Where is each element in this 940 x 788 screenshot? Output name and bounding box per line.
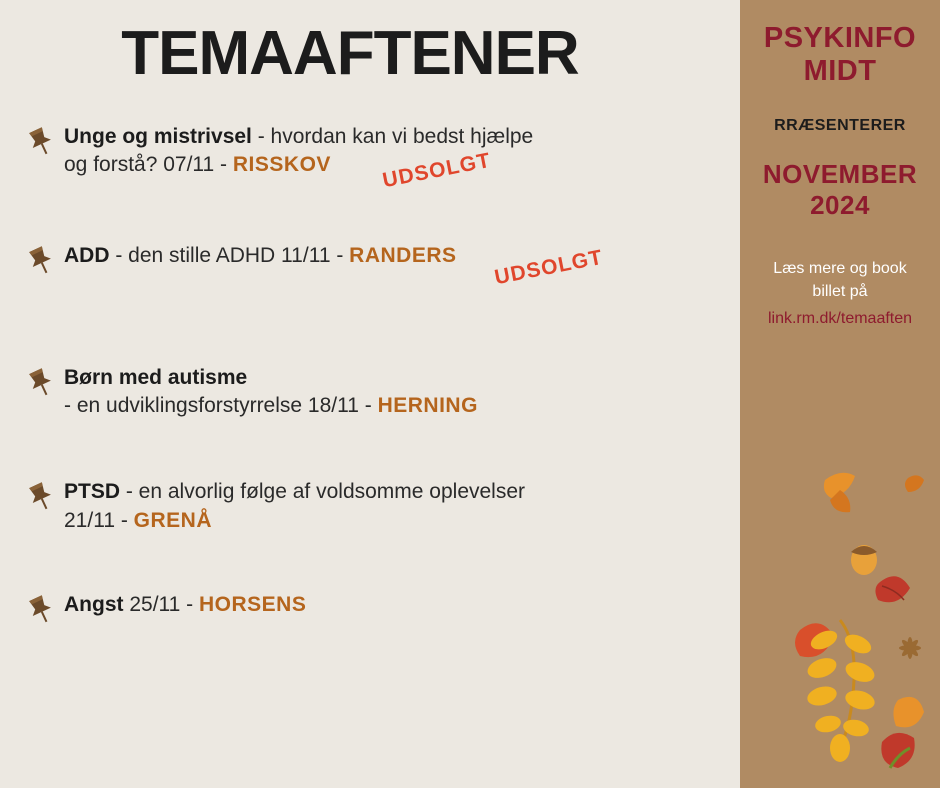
- event-line2: [64, 392, 478, 420]
- list-item: [24, 591, 740, 647]
- event-city: RANDERS: [349, 243, 457, 267]
- event-line2-text: - en udviklingsforstyrrelse 18/11 -: [64, 394, 378, 418]
- event-text: [64, 364, 478, 421]
- presents-label: RRÆSENTERER: [774, 116, 906, 134]
- event-city: RISSKOV: [232, 153, 331, 177]
- leaf-icon: [905, 475, 924, 492]
- booking-link[interactable]: link.rm.dk/temaaften: [767, 310, 913, 328]
- leaf-icon: [893, 697, 924, 728]
- booking-line1: Læs mere og book: [773, 259, 907, 277]
- pushpin-icon: [24, 591, 64, 627]
- event-text: [64, 591, 306, 619]
- brand-name: [740, 22, 940, 89]
- event-city: HERNING: [377, 394, 478, 418]
- event-description: - den stille ADHD 11/11 -: [109, 243, 350, 267]
- event-city: HORSENS: [199, 593, 307, 617]
- leaf-icon: [881, 733, 914, 768]
- year-label: 2024: [810, 189, 870, 220]
- event-title: Unge og mistrivsel: [64, 125, 252, 148]
- event-description: - hvordan kan vi bedst hjælpe: [251, 125, 534, 148]
- fern-leaf-icon: [805, 620, 877, 762]
- event-list: [0, 123, 740, 647]
- star-anise-icon: [899, 637, 921, 659]
- list-item: [24, 364, 740, 421]
- event-text: [64, 123, 534, 193]
- leaf-icon: [824, 473, 855, 512]
- leaf-icon: [875, 576, 910, 602]
- pushpin-icon: [24, 364, 64, 400]
- event-text: [64, 478, 525, 535]
- leaf-icon: [795, 623, 834, 657]
- event-line2-text: og forstå? 07/11 -: [64, 153, 233, 177]
- sidebar: [740, 0, 940, 788]
- event-description: 25/11 -: [123, 593, 199, 617]
- event-title: Børn med autisme: [64, 365, 248, 389]
- booking-info: [740, 257, 940, 331]
- event-description: - en alvorlig følge af voldsomme oplevelser: [120, 480, 526, 504]
- brand-line1: PSYKINFO: [763, 22, 917, 54]
- event-title: Angst: [64, 593, 124, 617]
- event-title: PTSD: [64, 480, 121, 504]
- event-line2: [64, 507, 525, 535]
- month-label: NOVEMBER: [762, 158, 918, 189]
- acorn-icon: [851, 545, 877, 575]
- event-text: [64, 242, 605, 289]
- status-badge: UDSOLGT: [380, 148, 493, 193]
- page-title: TEMAAFTENER: [121, 19, 579, 88]
- status-badge: UDSOLGT: [492, 245, 605, 289]
- event-line2-text: 21/11 -: [64, 508, 134, 532]
- pushpin-icon: [24, 242, 64, 278]
- list-item: [24, 242, 740, 298]
- booking-line2: billet på: [812, 283, 868, 301]
- event-city: GRENÅ: [133, 508, 212, 532]
- list-item: [24, 123, 740, 193]
- pushpin-icon: [24, 123, 64, 159]
- list-item: [24, 478, 740, 535]
- brand-line2: MIDT: [803, 55, 877, 88]
- event-title: ADD: [64, 243, 110, 267]
- pushpin-icon: [24, 478, 64, 514]
